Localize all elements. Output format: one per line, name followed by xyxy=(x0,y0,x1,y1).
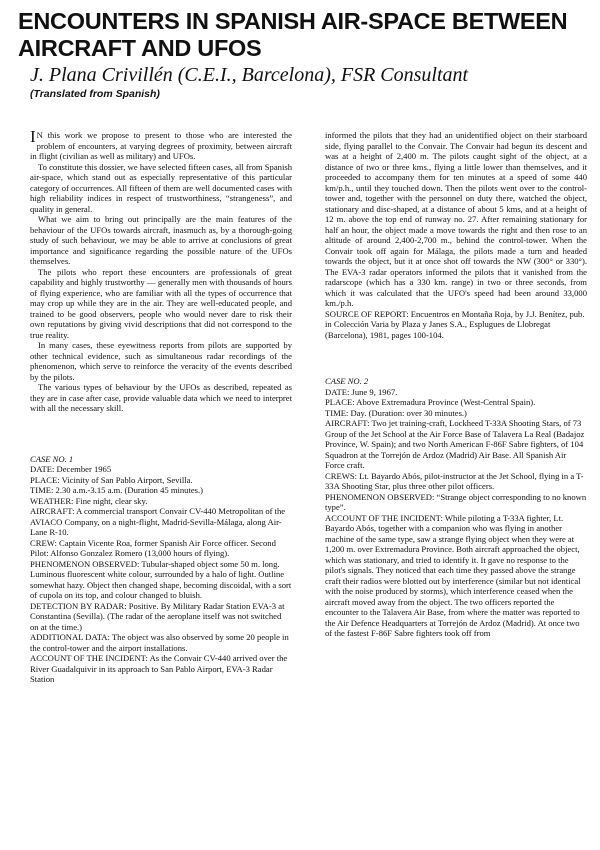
case-1-date: DATE: December 1965 xyxy=(30,464,112,474)
right-column xyxy=(325,130,587,639)
case-2-label: CASE NO. 2 xyxy=(325,376,369,386)
left-column xyxy=(30,127,292,685)
intro-paragraph-5: In many cases, these eyewitness reports from pilots are supported by other technical evidence, such as simultaneous radar recordings of the phenomenon, which serve to reinforce the veracity of the events described by the pilots. xyxy=(30,340,292,382)
case-1-aircraft: AIRCRAFT: A commercial transport Convair CV-440 Metropolitan of the AVIACO Company, on a night-flight, Madrid-Sevilla-Málaga, along Air-Lane R-10. xyxy=(30,506,286,537)
intro-paragraph-6: The various types of behaviour by the UFOs as described, repeated as they are in case after case, provide valuable data which we need to interpret with all the necessary skill. xyxy=(30,382,292,413)
case-1-account-start: ACCOUNT OF THE INCIDENT: As the Convair CV-440 arrived over the River Guadalquivir in its approach to San Pablo Airport, EVA-3 Radar Station xyxy=(30,653,288,684)
case-1-place: PLACE: Vicinity of San Pablo Airport, Sevilla. xyxy=(30,474,193,485)
case-1-time: TIME: 2.30 a.m.-3.15 a.m. (Duration 45 minutes.) xyxy=(30,485,204,495)
case-2-crews: CREWS: Lt. Bayardo Abós, pilot-instructor at the Jet School, flying in a T-33A Shooting Star, plus three other pilot officers. xyxy=(325,470,584,491)
case-1-radar: DETECTION BY RADAR: Positive. By Military Radar Station EVA-3 at Constantina (Sevilla). (The radar of the aeroplane itself was not switched on at the time.) xyxy=(30,600,285,632)
author-line: J. Plana Crivillén (C.E.I., Barcelona), FSR Consultant xyxy=(30,64,469,86)
intro-paragraph-1: I N this work we propose to present to those who are interested the problem of encounters, at varying degrees of proximity, between aircraft in flight (civilian as well as military) and UFOs. xyxy=(30,127,292,161)
intro-paragraph-4: The pilots who report these encounters are professionals of great capability and highly trustworthy — generally men with thousands of hours of flying experience, who are familiar with all the types of occurrence that may crop up while they are in the air. They are well-educated people, and trained to be good observers, people who would never dare to risk their own reputations by giving vivid descriptions that did not correspond to the true reality. xyxy=(30,266,292,340)
case-2-aircraft: AIRCRAFT: Two jet training-craft, Lockheed T-33A Shooting Stars, of 73 Group of the Jet School at the Air Force Base of Talavera La Real (Badajoz Province, W. Spain); and two North American F-86F Sabre fighters, of 104 Squadron at the Torrejón de Ardoz (Madrid) Air Base. All Spanish Air Force craft. xyxy=(325,418,585,470)
intro-paragraph-3: What we aim to bring out principally are the main features of the behaviour of the UFOs towards aircraft, inasmuch as, by a thorough-going study of such behaviour, we may be able to arrive at conclusions of great importance and significance regarding the possible nature of the UFOs themselves. xyxy=(30,214,292,266)
case-1-crew: CREW: Captain Vicente Roa, former Spanish Air Force officer. Second Pilot: Alfonso Gonzalez Romero (13,000 hours of flying). xyxy=(30,537,276,558)
case-2-time: TIME: Day. (Duration: over 30 minutes.) xyxy=(325,407,467,418)
case-1-additional: ADDITIONAL DATA: The object was also observed by some 20 people in the control-tower and the airport installations. xyxy=(30,632,289,653)
case-1-phenomenon: PHENOMENON OBSERVED: Tubular-shaped object some 50 m. long. Luminous fluorescent white colour, surrounded by a halo of light. Outline somewhat hazy. Object then changed shape, becoming discoidal, with a sort of cupola on its top, and colour changed to bluish. xyxy=(30,558,292,600)
case-2-date: DATE: June 9, 1967. xyxy=(325,386,398,397)
translation-note: (Translated from Spanish) xyxy=(30,88,160,100)
case-2-place: PLACE: Above Extremadura Province (West-Central Spain). xyxy=(325,397,536,407)
case-2-account: ACCOUNT OF THE INCIDENT: While piloting a T-33A fighter, Lt. Bayardo Abós, together with a companion who was flying in another machine of the same type, saw a strange flying object when they were at 1,200 m. over Extremadura Province. Both aircraft approached the object, which was stationary, and tried to identify it. It gave no response to the pilot's signals. They noticed that each time they passed above the strange craft their radios were blotted out by interference (similar but not identical with the noise produced by storms), which interference ceased when the aircraft moved away from the object. The two officers reported the encounter to the Talavera Air Base, from where the matter was reported to the Air Defence Headquarters at Torrejón de Ardoz (Madrid). At once two of the fastest F-86F Sabre fighters took off from xyxy=(325,512,581,638)
case-1-account-continued: informed the pilots that they had an unidentified object on their starboard side, flying parallel to the Convair. The Convair had begun its descent and was at a height of 2,400 m. The pilots caught sight of the object, at a distance of two or three kms., flying a little lower than themselves, and it proceeded to accompany them for ten minutes at a speed of some 440 km/p.h., until they touched down. Then the pilots went over to the control-tower and, together with the personnel on duty there, watched the object, stationary and disc-shaped, at a distance of about 5 kms, and at a height of 12 m. above the top end of runway no. 27. After remaining stationary for half an hour, the object made a move towards the right and then rose to an altitude of around 2,400-2,700 m., behind the control-tower. When the Convair took off again for Málaga, the pilots made a turn and headed towards the object, but it at once shot off towards the NW (300° or 330°). The EVA-3 radar operators informed the pilots that it vanished from the radarscope (which has a 330 km. range) in two or three seconds, from which it was calculated that the UFO's speed had been around 33,000 km./p.h. xyxy=(325,130,587,308)
case-2-phenomenon: PHENOMENON OBSERVED: “Strange object corresponding to no known type”. xyxy=(325,491,587,512)
intro-paragraph-2: To constitute this dossier, we have selected fifteen cases, all from Spanish air-space, which stand out as especially representative of this particular category of occurrences. All fifteen of them are well documented cases with high reliability indices in respect of trustworthiness, “strangeness”, and quality in general. xyxy=(30,161,292,214)
case-1-source: SOURCE OF REPORT: Encuentros en Montaña Roja, by J.J. Benítez, pub. in Colección Varia by Plaza y Janes S.A., Esplugues de Llobregat (Barcelona), 1981, pages 100-104. xyxy=(325,308,585,340)
case-1-weather: WEATHER: Fine night, clear sky. xyxy=(30,495,148,506)
case-1-label: CASE NO. 1 xyxy=(30,453,74,464)
drop-cap: I xyxy=(30,127,36,146)
article-title: ENCOUNTERS IN SPANISH AIR-SPACE BETWEEN AIRCRAFT AND UFOS xyxy=(18,8,568,61)
